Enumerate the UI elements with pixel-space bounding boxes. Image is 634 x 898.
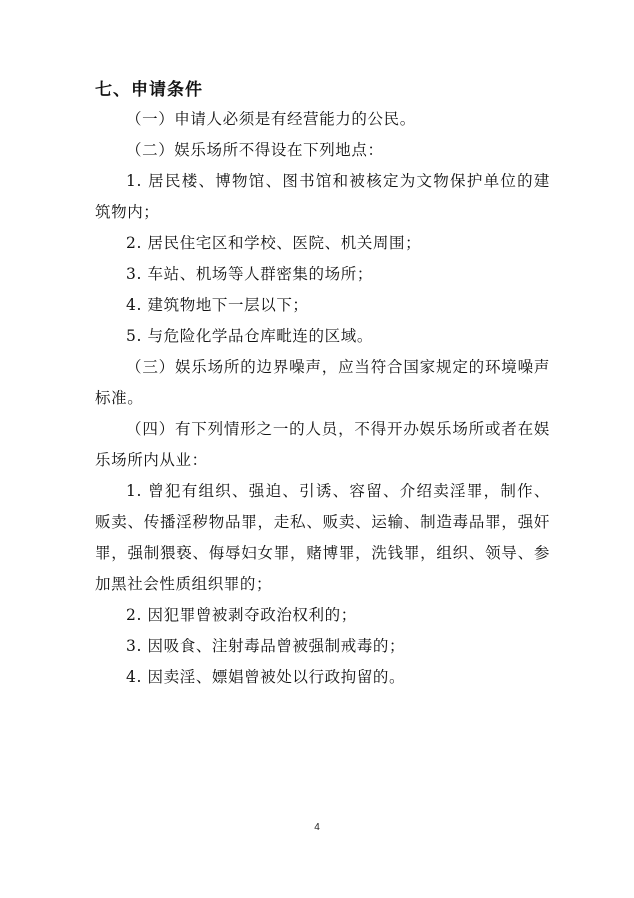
list-item-location-3: 3. 车站、机场等人群密集的场所； xyxy=(126,265,373,283)
list-item-person-4: 4. 因卖淫、嫖娼曾被处以行政拘留的。 xyxy=(126,668,406,686)
list-item-person-1: 1. 曾犯有组织、强迫、引诱、容留、介绍卖淫罪，制作、贩卖、传播淫秽物品罪，走私、贩卖、运输、制造毒品罪，强奸罪，强制猥亵、侮辱妇女罪，赌博罪，洗钱罪，组织、领导、参加黑社会性质组织罪的； xyxy=(95,482,550,593)
list-item-location-4: 4. 建筑物地下一层以下； xyxy=(126,296,309,314)
list-item-person-3: 3. 因吸食、注射毒品曾被强制戒毒的； xyxy=(126,637,406,655)
list-item-location-1: 1. 居民楼、博物馆、图书馆和被核定为文物保护单位的建筑物内； xyxy=(95,172,550,221)
paragraph-condition-4: （四）有下列情形之一的人员，不得开办娱乐场所或者在娱乐场所内从业： xyxy=(95,420,550,469)
list-item-location-5: 5. 与危险化学品仓库毗连的区域。 xyxy=(126,327,373,345)
paragraph-condition-1: （一）申请人必须是有经营能力的公民。 xyxy=(126,110,416,128)
list-item-person-2: 2. 因犯罪曾被剥夺政治权利的； xyxy=(126,606,357,624)
paragraph-condition-3: （三）娱乐场所的边界噪声，应当符合国家规定的环境噪声标准。 xyxy=(95,358,550,407)
list-item-location-2: 2. 居民住宅区和学校、医院、机关周围； xyxy=(126,234,422,252)
page-number: 4 xyxy=(314,822,320,833)
section-title: 七、申请条件 xyxy=(95,80,203,100)
document-body xyxy=(95,104,550,693)
paragraph-condition-2: （二）娱乐场所不得设在下列地点： xyxy=(126,141,384,159)
